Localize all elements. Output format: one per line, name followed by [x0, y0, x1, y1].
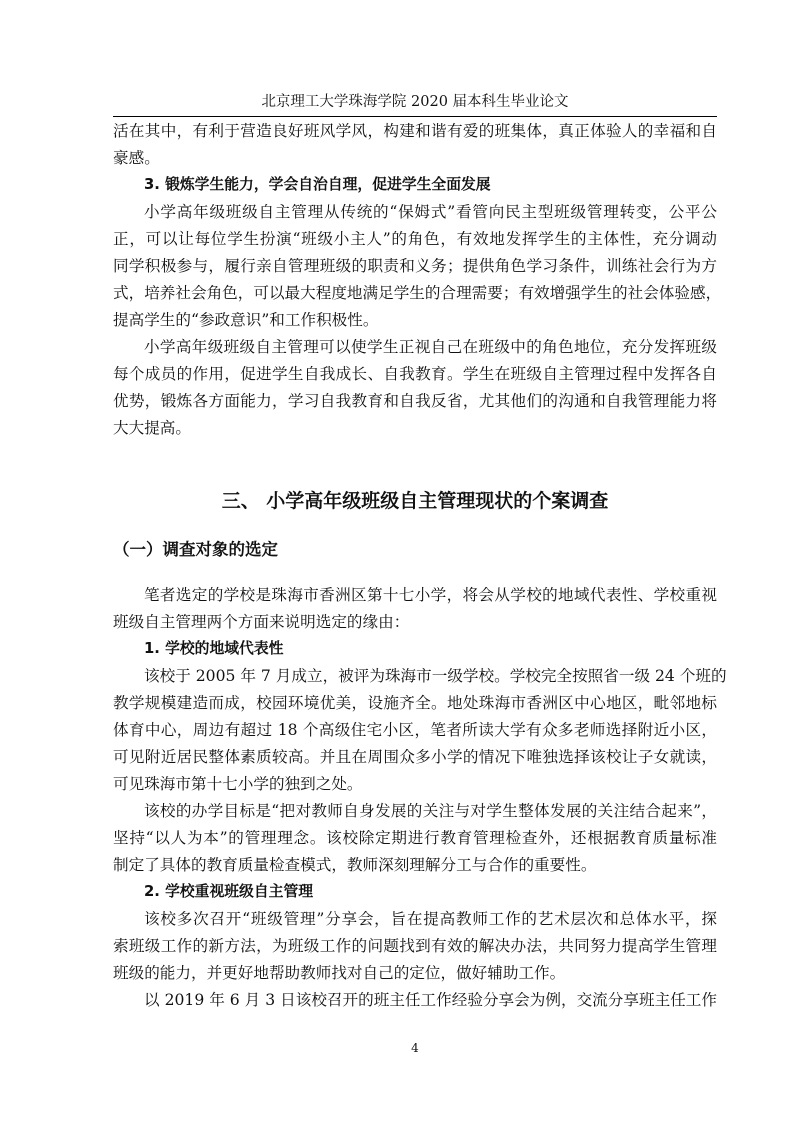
paragraph-line: 式，培养社会角色，可以最大程度地满足学生的合理需要；有效增强学生的社会体验感，: [113, 284, 722, 302]
subsection-heading: 2. 学校重视班级自主管理: [144, 883, 314, 900]
paragraph-line: 可见附近居民整体素质较高。并且在周围众多小学的情况下唯独选择该校让子女就读，: [113, 748, 717, 766]
page-number: 4: [411, 1041, 419, 1055]
paragraph-line: 优势，锻炼各方面能力，学习自我教育和自我反省，尤其他们的沟通和自我管理能力将: [113, 392, 717, 410]
paragraph-line: 可见珠海市第十七小学的独到之处。: [113, 775, 363, 793]
paragraph-line: 大大提高。: [113, 419, 191, 437]
paragraph-line: 该校于 2005 年 7 月成立，被评为珠海市一级学校。学校完全按照省一级 24 个班的: [144, 667, 727, 685]
paragraph-line: 教学规模建造而成，校园环境优美，设施齐全。地处珠海市香洲区中心地区，毗邻地标: [113, 694, 717, 712]
paragraph-line: 索班级工作的新方法，为班级工作的问题找到有效的解决办法，共同努力提高学生管理: [113, 937, 717, 955]
page-header: 北京理工大学珠海学院 2020 届本科生毕业论文: [261, 94, 569, 110]
paragraph-line: 以 2019 年 6 月 3 日该校召开的班主任工作经验分享会为例，交流分享班主任工作: [144, 991, 717, 1009]
subsection-heading: 3. 锻炼学生能力，学会自治自理，促进学生全面发展: [144, 176, 491, 193]
header-rule: [113, 116, 717, 117]
paragraph-line: 同学积极参与，履行亲自管理班级的职责和义务；提供角色学习条件，训练社会行为方: [113, 257, 717, 275]
subsection-heading: 1. 学校的地域代表性: [144, 640, 284, 657]
paragraph-line: 班级的能力，并更好地帮助教师找对自己的定位，做好辅助工作。: [113, 964, 566, 982]
paragraph-line: 提高学生的“参政意识”和工作积极性。: [113, 311, 379, 329]
paragraph-line: 制定了具体的教育质量检查模式，教师深刻理解分工与合作的重要性。: [113, 856, 597, 874]
paragraph-line: 该校多次召开“班级管理”分享会，旨在提高教师工作的艺术层次和总体水平，探: [144, 910, 717, 928]
paragraph-line: 体育中心，周边有超过 18 个高级住宅小区，笔者所读大学有众多老师选择附近小区，: [113, 721, 717, 739]
chapter-heading: 三、 小学高年级班级自主管理现状的个案调查: [221, 490, 609, 512]
paragraph-line: 班级自主管理两个方面来说明选定的缘由：: [113, 613, 410, 631]
paragraph-line: 小学高年级班级自主管理可以使学生正视自己在班级中的角色地位，充分发挥班级: [144, 338, 717, 356]
paragraph-line: 每个成员的作用，促进学生自我成长、自我教育。学生在班级自主管理过程中发挥各自: [113, 365, 717, 383]
paragraph-line: 豪感。: [113, 149, 160, 167]
paragraph-line: 该校的办学目标是“把对教师自身发展的关注与对学生整体发展的关注结合起来”，: [144, 802, 717, 820]
paragraph-line: 小学高年级班级自主管理从传统的“保姆式”看管向民主型班级管理转变，公平公: [144, 203, 717, 221]
paragraph-line: 活在其中，有利于营造良好班风学风，构建和谐有爱的班集体，真正体验人的幸福和自: [113, 122, 717, 140]
paragraph-line: 笔者选定的学校是珠海市香洲区第十七小学，将会从学校的地域代表性、学校重视: [144, 586, 717, 604]
paragraph-line: 正，可以让每位学生扮演“班级小主人”的角色，有效地发挥学生的主体性，充分调动: [113, 230, 717, 248]
section-heading: （一）调查对象的选定: [113, 540, 278, 559]
paragraph-line: 坚持“以人为本”的管理理念。该校除定期进行教育管理检查外，还根据教育质量标准: [113, 829, 717, 847]
